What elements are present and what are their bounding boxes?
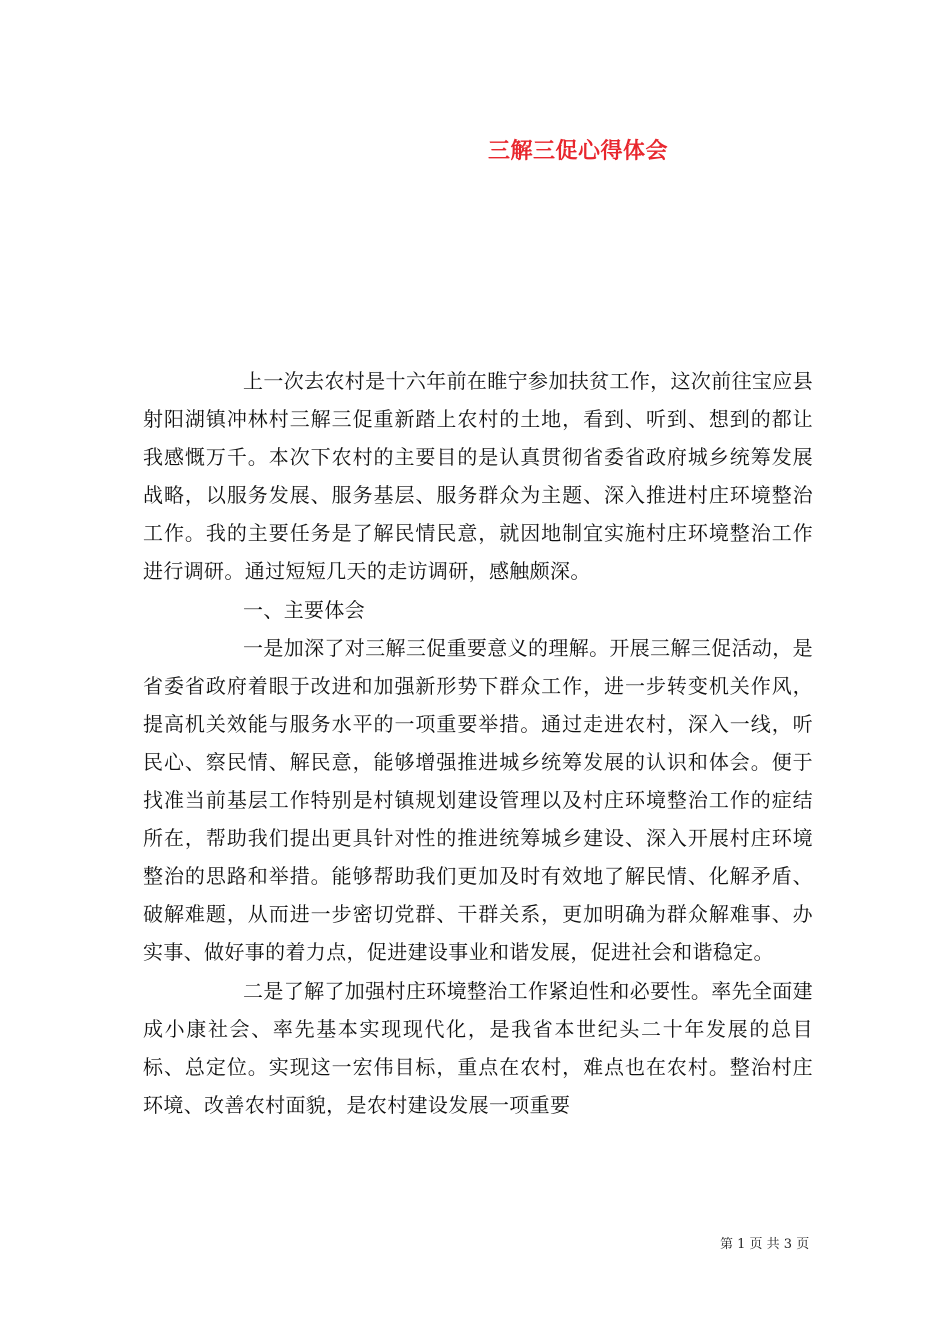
paragraph-point-one: 一是加深了对三解三促重要意义的理解。开展三解三促活动，是省委省政府着眼于改进和加强新形势下群众工作，进一步转变机关作风，提高机关效能与服务水平的一项重要举措。通过走进农村，深入一线，听民心、察民情、解民意，能够增强推进城乡统筹发展的认识和体会。便于找准当前基层工作特别是村镇规划建设管理以及村庄环境整治工作的症结所在，帮助我们提出更具针对性的推进统筹城乡建设、深入开展村庄环境整治的思路和举措。能够帮助我们更加及时有效地了解民情、化解矛盾、破解难题，从而进一步密切党群、干群关系，更加明确为群众解难事、办实事、做好事的着力点，促进建设事业和谐发展，促进社会和谐稳定。 <box>143 635 813 965</box>
paragraph-intro: 上一次去农村是十六年前在睢宁参加扶贫工作，这次前往宝应县射阳湖镇冲林村三解三促重新踏上农村的土地，看到、听到、想到的都让我感慨万千。本次下农村的主要目的是认真贯彻省委省政府城乡统筹发展战略，以服务发展、服务基层、服务群众为主题、深入推进村庄环境整治工作。我的主要任务是了解民情民意，就因地制宜实施村庄环境整治工作进行调研。通过短短几天的走访调研，感触颇深。 <box>143 369 813 584</box>
document-title: 三解三促心得体会 <box>488 138 669 164</box>
paragraph-point-two: 二是了解了加强村庄环境整治工作紧迫性和必要性。率先全面建成小康社会、率先基本实现现代化，是我省本世纪头二十年发展的总目标、总定位。实现这一宏伟目标，重点在农村，难点也在农村。整治村庄环境、改善农村面貌，是农村建设发展一项重要 <box>143 978 813 1117</box>
section-heading: 一、主要体会 <box>243 597 366 622</box>
page-number-footer: 第 1 页 共 3 页 <box>720 1237 810 1252</box>
document-body <box>143 362 813 1124</box>
